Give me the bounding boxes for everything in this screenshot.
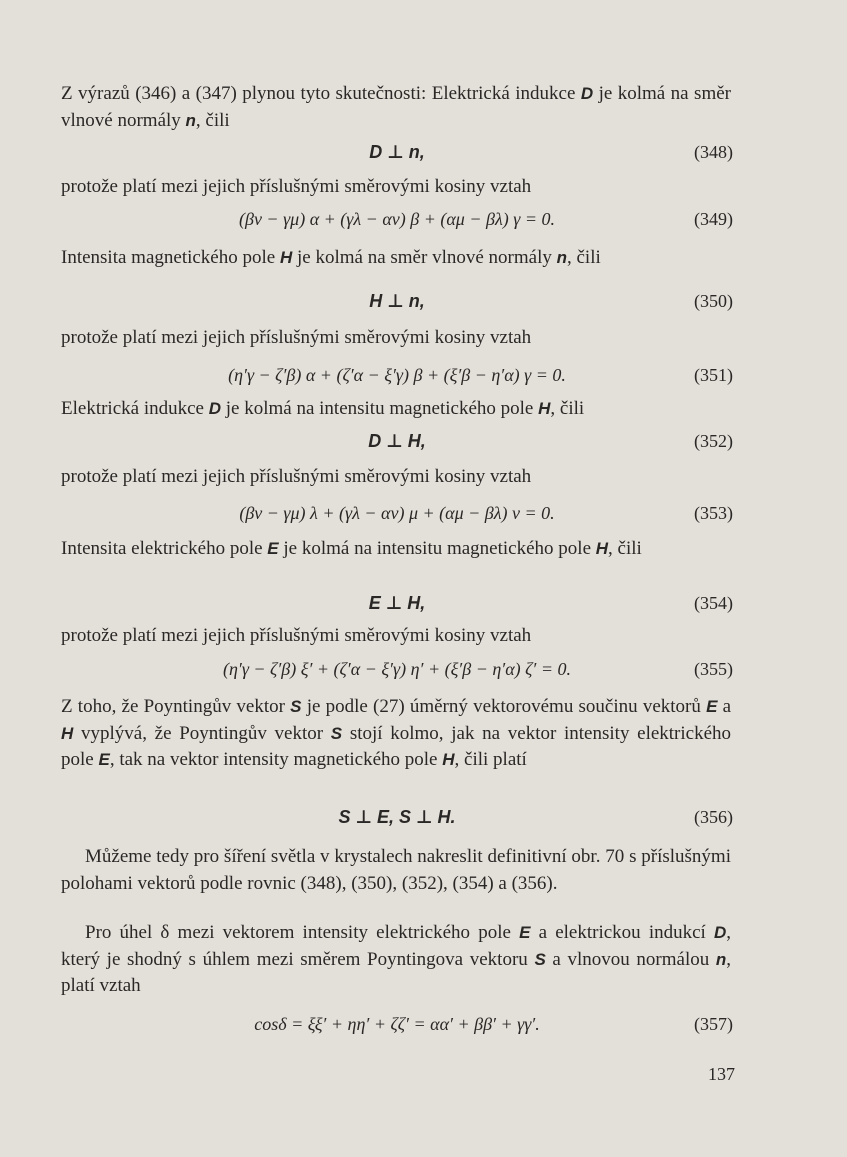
- vector-D: D: [580, 84, 594, 103]
- paragraph-5: Elektrická indukce D je kolmá na intensitu magnetického pole H, čili: [61, 398, 585, 419]
- equation-351: (η′γ − ζ′β) α + (ζ′α − ξ′γ) β + (ξ′β − η′α) γ = 0. (351): [228, 365, 733, 385]
- paragraph-10: Můžeme tedy pro šíření světla v krystalech nakreslit definitivní obr. 70 s příslušnými polohami vektorů podle rovnic (348), (350), (352), (354) a (356).: [61, 846, 731, 894]
- vector-H: H: [538, 399, 551, 418]
- vector-D: D: [208, 399, 221, 418]
- vector-n: n: [715, 949, 727, 969]
- vector-n: n: [556, 248, 567, 267]
- paragraph-3: Intensita magnetického pole H je kolmá na směr vlnové normály n, čili: [61, 247, 601, 268]
- equation-354: E ⊥ H, (354): [368, 593, 733, 613]
- vector-S: S: [330, 723, 343, 743]
- paragraph-9: Z toho, že Poyntingův vektor S je podle (27) úměrný vektorovému součinu vektorů E a H vyplývá, že Poyntingův vektor S stojí kolmo, jak na vektor intensity elektrického pole E, tak na vektor intensity magnetického pole H, čili platí: [61, 696, 732, 770]
- equation-355: (η′γ − ζ′β) ξ′ + (ζ′α − ξ′γ) η′ + (ξ′β − η′α) ζ′ = 0. (355): [222, 659, 733, 679]
- paragraph-8: protože platí mezi jejich příslušnými směrovými kosiny vztah: [61, 625, 532, 646]
- vector-H: H: [595, 539, 609, 558]
- vector-E: E: [98, 750, 110, 769]
- vector-E: E: [706, 697, 718, 716]
- paragraph-6: protože platí mezi jejich příslušnými směrovými kosiny vztah: [61, 466, 532, 487]
- paragraph-1: Z výrazů (346) a (347) plynou tyto skutečnosti: Elektrická indukce D je kolmá na směr vlnové normály n, čili: [61, 83, 731, 131]
- equation-352: D ⊥ H, (352): [368, 431, 733, 451]
- equation-349: (βν − γμ) α + (γλ − αν) β + (αμ − βλ) γ = 0. (349): [238, 209, 733, 229]
- paragraph-11: Pro úhel δ mezi vektorem intensity elektrického pole E a elektrickou indukcí D, který je shodný s úhlem mezi směrem Poyntingova vektoru S a vlnovou normálou n, platí vztah: [61, 922, 732, 996]
- page-number: 137: [708, 1064, 735, 1084]
- vector-S: S: [534, 949, 546, 969]
- vector-H: H: [442, 750, 455, 769]
- equation-353: (βν − γμ) λ + (γλ − αν) μ + (αμ − βλ) ν = 0. (353): [239, 503, 733, 523]
- vector-E: E: [267, 539, 279, 558]
- vector-E: E: [519, 923, 531, 942]
- equation-357: cosδ = ξξ′ + ηη′ + ζζ′ = αα′ + ββ′ + γγ′. (357): [254, 1014, 733, 1034]
- equation-356: S ⊥ E, S ⊥ H. (356): [338, 807, 733, 827]
- equation-350: H ⊥ n, (350): [369, 291, 733, 311]
- vector-S: S: [290, 697, 302, 716]
- paragraph-2: protože platí mezi jejich příslušnými směrovými kosiny vztah: [61, 176, 532, 197]
- vector-n: n: [185, 110, 196, 130]
- paragraph-4: protože platí mezi jejich příslušnými směrovými kosiny vztah: [61, 327, 532, 348]
- vector-H: H: [279, 248, 293, 267]
- vector-H: H: [61, 723, 74, 743]
- vector-D: D: [714, 923, 727, 942]
- paragraph-7: Intensita elektrického pole E je kolmá na intensitu magnetického pole H, čili: [61, 538, 642, 559]
- equation-348: D ⊥ n, (348): [369, 142, 733, 162]
